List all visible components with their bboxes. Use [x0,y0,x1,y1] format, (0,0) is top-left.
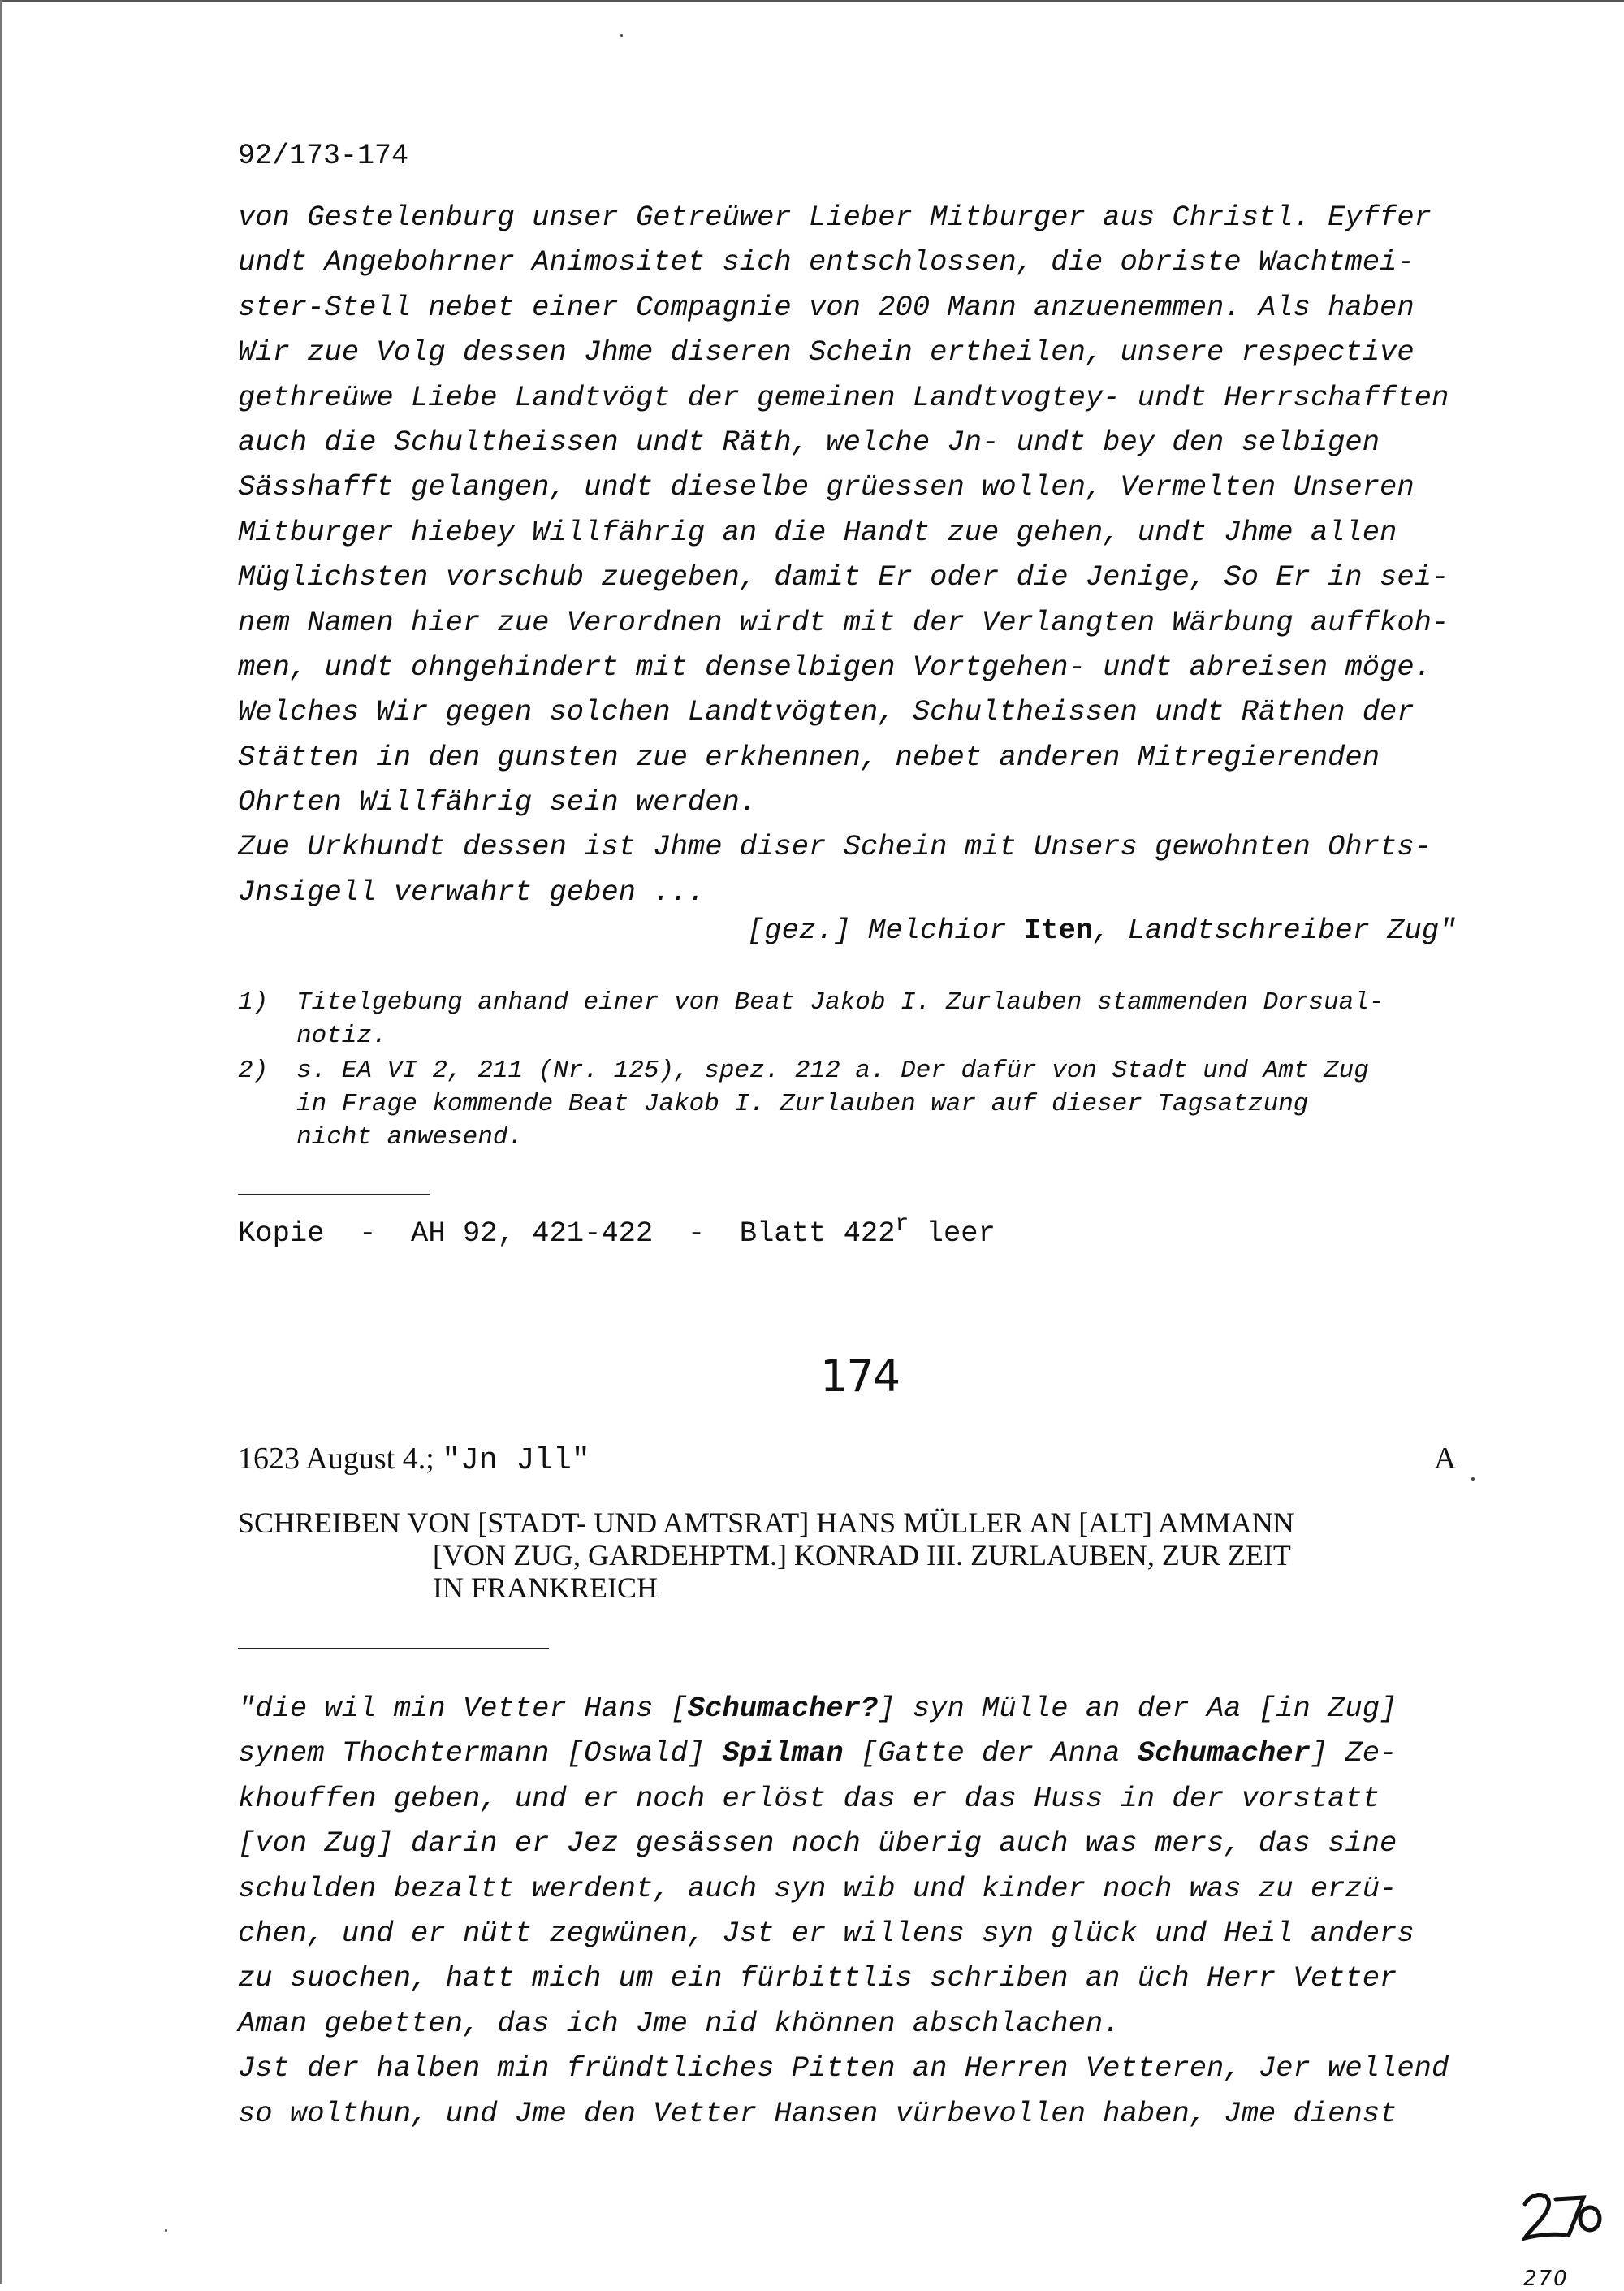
text-line: men, undt ohngehindert mit denselbigen Vortgehen- undt abreisen möge. [238,650,1432,684]
text-segment: so wolthun, und Jme den Vetter Hansen vürbevollen haben, Jme dienst [238,2096,1397,2130]
text-segment: chen, und er nütt zegwünen, Jst er willens syn glück und Heil anders [238,1916,1415,1950]
text-line: Mitburger hiebey Willfährig an die Handt zue gehen, undt Jhme allen [238,515,1397,549]
text-line: Stätten in den gunsten zue erkhennen, nebet anderen Mitregierenden [238,740,1380,774]
text-line [238,2001,1505,2046]
text-line [238,2091,1505,2136]
text-line [238,1686,1505,1731]
text-line [238,1866,1505,1911]
handwritten-page-number [1518,2186,1608,2291]
letter-1-text [238,195,1505,914]
footnote [238,986,1505,1053]
bold-name: Schumacher [1137,1736,1311,1770]
text-line: Ohrten Willfährig sein werden. [238,785,758,819]
page-edge-left [0,0,2,2284]
copy-note [238,1212,996,1250]
text-line: ster-Stell nebet einer Compagnie von 200 Mann anzuenemmen. Als haben [238,290,1415,324]
text-line [238,1731,1505,1775]
footnote-line: s. EA VI 2, 211 (Nr. 125), spez. 212 a. Der dafür von Stadt und Amt Zug [296,1057,1369,1085]
document-number: 174 [820,1351,900,1402]
bold-name: Spilman [722,1736,844,1770]
heading-line: SCHREIBEN VON [STADT- UND AMTSRAT] HANS MÜLLER AN [ALT] AMMANN [238,1506,1294,1539]
handwritten-270-icon [1518,2186,1608,2267]
footnote-line: nicht anwesend. [296,1123,524,1152]
text-line: Müglichsten vorschub zuegeben, damit Er oder die Jenige, So Er in sei- [238,560,1449,594]
copy-note-tail: leer [909,1217,996,1250]
document-tag: A [1434,1442,1457,1476]
text-line: Jnsigell verwahrt geben ... [238,875,706,909]
text-segment: zu suochen, hatt mich um ein fürbittlis schriben an üch Herr Vetter [238,1961,1397,1995]
signature-prefix: [gez.] Melchior [747,914,1024,947]
heading-line: IN FRANKREICH [433,1571,659,1604]
document-heading [238,1506,1521,1604]
text-segment: "die wil min Vetter Hans [ [238,1692,688,1725]
text-line: nem Namen hier zue Verordnen wirdt mit der Verlangten Wärbung auffkoh- [238,605,1449,639]
text-line: von Gestelenburg unser Getreüwer Lieber Mitburger aus Christl. Eyffer [238,201,1432,234]
scan-speck [1471,1477,1475,1481]
copy-note-superscript: r [895,1212,909,1237]
footnotes [238,986,1505,1154]
signature-suffix: , Landtschreiber Zug" [1093,914,1457,947]
text-segment: schulden bezaltt werdent, auch syn wib und kinder noch was zu erzü- [238,1871,1397,1905]
heading-line: [VON ZUG, GARDEHPTM.] KONRAD III. ZURLAUBEN, ZUR ZEIT [433,1539,1291,1571]
text-line: Sässhafft gelangen, undt dieselbe grüessen wollen, Vermelten Unseren [238,470,1415,504]
footnote-number: 1) [238,988,269,1017]
text-segment: ] Ze- [1310,1736,1397,1770]
separator-rule [238,1648,549,1649]
text-line: Welches Wir gegen solchen Landtvögten, Schultheissen undt Räthen der [238,695,1415,729]
text-line: Zue Urkhundt dessen ist Jhme diser Schein mit Unsers gewohnten Ohrts- [238,830,1432,864]
footnote-line: in Frage kommende Beat Jakob I. Zurlauben war auf dieser Tagsatzung [296,1090,1309,1118]
text-line [238,1956,1505,2000]
separator-rule [238,1194,430,1195]
text-line: auch die Schultheissen undt Räth, welche Jn- undt bey den selbigen [238,425,1380,459]
text-line: undt Angebohrner Animositet sich entschlossen, die obriste Wachtmei- [238,245,1415,279]
page-edge-top [0,0,1624,2]
signature-name: Iten [1023,914,1094,947]
footnote [238,1054,1505,1154]
text-line: gethreüwe Liebe Landtvögt der gemeinen Landtvogtey- undt Herrschafften [238,380,1449,414]
archive-reference: 92/173-174 [238,140,409,172]
footnote-line: Titelgebung anhand einer von Beat Jakob I. Zurlauben stammenden Dorsual- [296,988,1384,1017]
text-segment: [Gatte der Anna [843,1736,1138,1770]
text-line: Wir zue Volg dessen Jhme diseren Schein ertheilen, unsere respective [238,335,1415,370]
text-segment: Jst der halben min fründtliches Pitten an Herren Vetteren, Jer wellend [238,2051,1449,2086]
handwritten-page-number-text: 270 [1523,2267,1569,2291]
footnote-line: notiz. [296,1022,387,1050]
bold-name: Schumacher? [687,1692,879,1725]
signature-line [747,914,1456,947]
text-segment: Aman gebetten, das ich Jme nid khönnen abschlachen. [238,2006,1121,2040]
text-segment: ] syn Mülle an der Aa [in Zug] [878,1692,1397,1725]
text-line [238,1776,1505,1821]
letter-2-text [238,1686,1505,2136]
scan-speck [620,34,623,37]
scan-speck [165,2229,167,2232]
text-line [238,1911,1505,1956]
date-line [238,1441,590,1478]
text-segment: [von Zug] darin er Jez gesässen noch überig auch was mers, das sine [238,1826,1397,1861]
footnote-number: 2) [238,1057,269,1085]
copy-note-text: Kopie - AH 92, 421-422 - Blatt 422 [238,1217,896,1250]
text-segment: khouffen geben, und er noch erlöst das er das Huss in der vorstatt [238,1781,1380,1815]
date-text: 1623 August 4.; [238,1442,443,1476]
text-line [238,2046,1505,2090]
footnote-text [296,986,1384,1053]
footnote-text [296,1054,1369,1154]
text-segment: synem Thochtermann [Oswald] [238,1736,723,1770]
text-line [238,1821,1505,1865]
place-text: "Jn Jll" [442,1443,590,1478]
